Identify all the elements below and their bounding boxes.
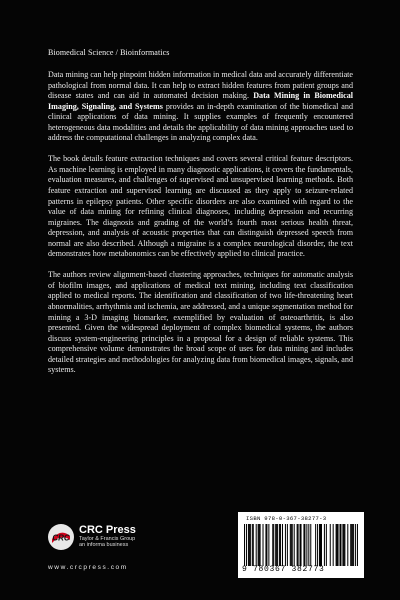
barcode-bar	[277, 524, 278, 566]
barcode-bar	[324, 524, 325, 566]
publisher-url: www.crcpress.com	[48, 564, 128, 571]
barcode-bar	[353, 524, 354, 566]
barcode-bar	[279, 524, 280, 566]
barcode-bar	[343, 524, 344, 566]
barcode-bar	[280, 524, 281, 566]
barcode-bar	[340, 524, 341, 566]
paragraph-1-intro: Data mining can help pinpoint hidden information in medical data and accurately differentiate pathological from normal data. It can help to extract hidden features from patient groups and disease states and can aid in automated decision making.	[48, 70, 353, 101]
barcode-bar	[266, 524, 267, 566]
logo-text: CRC	[52, 533, 70, 543]
publisher-tagline: an informa business	[79, 541, 129, 548]
crc-logo-icon	[48, 524, 74, 550]
barcode-bar	[352, 524, 353, 566]
barcode-bar	[258, 524, 259, 566]
barcode-bar	[321, 524, 322, 566]
barcode-bar	[347, 524, 348, 566]
barcode-bars	[244, 524, 358, 566]
barcode-bar	[248, 524, 249, 566]
barcode-bar	[317, 524, 318, 566]
publisher-logo	[48, 520, 136, 554]
barcode-bar	[291, 524, 292, 566]
barcode-bar	[355, 524, 356, 566]
barcode-bar	[273, 524, 274, 566]
barcode-digits: 9 780367 382773	[242, 565, 325, 574]
barcode-bar	[336, 524, 337, 566]
barcode-bar	[338, 524, 339, 566]
description	[48, 70, 353, 386]
barcode-bar	[244, 524, 245, 566]
barcode-bar	[292, 524, 293, 566]
barcode-bar	[310, 524, 311, 566]
barcode-bar	[276, 524, 277, 566]
barcode-bar	[290, 524, 291, 566]
barcode-bar	[303, 524, 304, 566]
barcode-bar	[339, 524, 340, 566]
barcode-bar	[342, 524, 343, 566]
barcode-bar	[249, 524, 250, 566]
barcode-bar	[301, 524, 302, 566]
paragraph-3: The authors review alignment-based clustering approaches, techniques for automatic analysis of biofilm images, and applications of medical text mining, including text classification applied to medical reports. The identification and classification of two life-threatening heart abnormalities, arrhythmia and ischemia, are addressed, and a unique segmentation method for mining a 3-D imaging biomarker, exemplified by evaluation of osteoarthritis, is also presented. Given the widespread deployment of complex biomedical systems, the authors discuss system-engineering principles in a proposal for a design of reliable systems. This comprehensive volume demonstrates the broad scope of uses for data mining and includes detailed strategies and methodologies for analyzing data from biomedical images, signals, and systems.	[48, 270, 353, 375]
barcode-bar	[300, 524, 301, 566]
barcode-bar	[308, 524, 309, 566]
barcode-bar	[344, 524, 345, 566]
barcode-bar	[330, 524, 331, 566]
barcode-bar	[259, 524, 260, 566]
barcode-bar	[357, 524, 358, 566]
barcode-bar	[315, 524, 316, 566]
publisher-name: CRC Press	[79, 524, 136, 537]
barcode	[238, 512, 364, 578]
barcode-bar	[326, 524, 327, 566]
barcode-bar	[351, 524, 352, 566]
barcode-bar	[282, 524, 283, 566]
barcode-bar	[250, 524, 251, 566]
barcode-bar	[337, 524, 338, 566]
barcode-bar	[252, 524, 253, 566]
barcode-bar	[246, 524, 247, 566]
barcode-bar	[306, 524, 307, 566]
barcode-bar	[319, 524, 320, 566]
barcode-bar	[265, 524, 266, 566]
barcode-bar	[304, 524, 305, 566]
barcode-bar	[263, 524, 264, 566]
barcode-bar	[297, 524, 298, 566]
barcode-bar	[272, 524, 273, 566]
isbn-label: ISBN 978-0-367-38277-3	[246, 515, 327, 522]
barcode-bar	[298, 524, 299, 566]
paragraph-1	[48, 70, 353, 144]
barcode-bar	[333, 524, 334, 566]
barcode-bar	[320, 524, 321, 566]
barcode-bar	[275, 524, 276, 566]
barcode-bar	[350, 524, 351, 566]
barcode-bar	[268, 524, 269, 566]
barcode-bar	[287, 524, 288, 566]
subject-category: Biomedical Science / Bioinformatics	[48, 48, 170, 57]
barcode-bar	[285, 524, 286, 566]
barcode-bar	[294, 524, 295, 566]
publisher-group: Taylor & Francis Group	[79, 536, 136, 542]
paragraph-2: The book details feature extraction techniques and covers several critical feature descriptors. As machine learning is employed in many diagnostic applications, it covers the fundamentals, evaluation measures, and challenges of supervised and unsupervised learning methods. Both feature extraction and supervised learning are discussed as they apply to seizure-related patterns in epilepsy patients. Other specific disorders are also examined with regard to the value of data mining for refining clinical diagnoses, including depression and recurring migraines. The diagnosis and grading of the world’s fourth most serious health threat, depression, and analysis of acoustic properties that can distinguish depressed speech from normal are also described. Although a migraine is a complex neurological disorder, the text demonstrates how metabonomics can be effectively applied to clinical practice.	[48, 154, 353, 259]
paragraph-1-rest: provides an in-depth examination of the biomedical and clinical applications of data mining. It supplies examples of frequently encountered heterogeneous data modalities and details the applicability of data mining approaches used to address the computational challenges in analyzing complex data.	[48, 101, 353, 143]
barcode-bar	[260, 524, 261, 566]
barcode-bar	[253, 524, 254, 566]
barcode-bar	[256, 524, 257, 566]
book-title: Data Mining in Biomedical Imaging, Signaling, and Systems	[48, 91, 354, 111]
